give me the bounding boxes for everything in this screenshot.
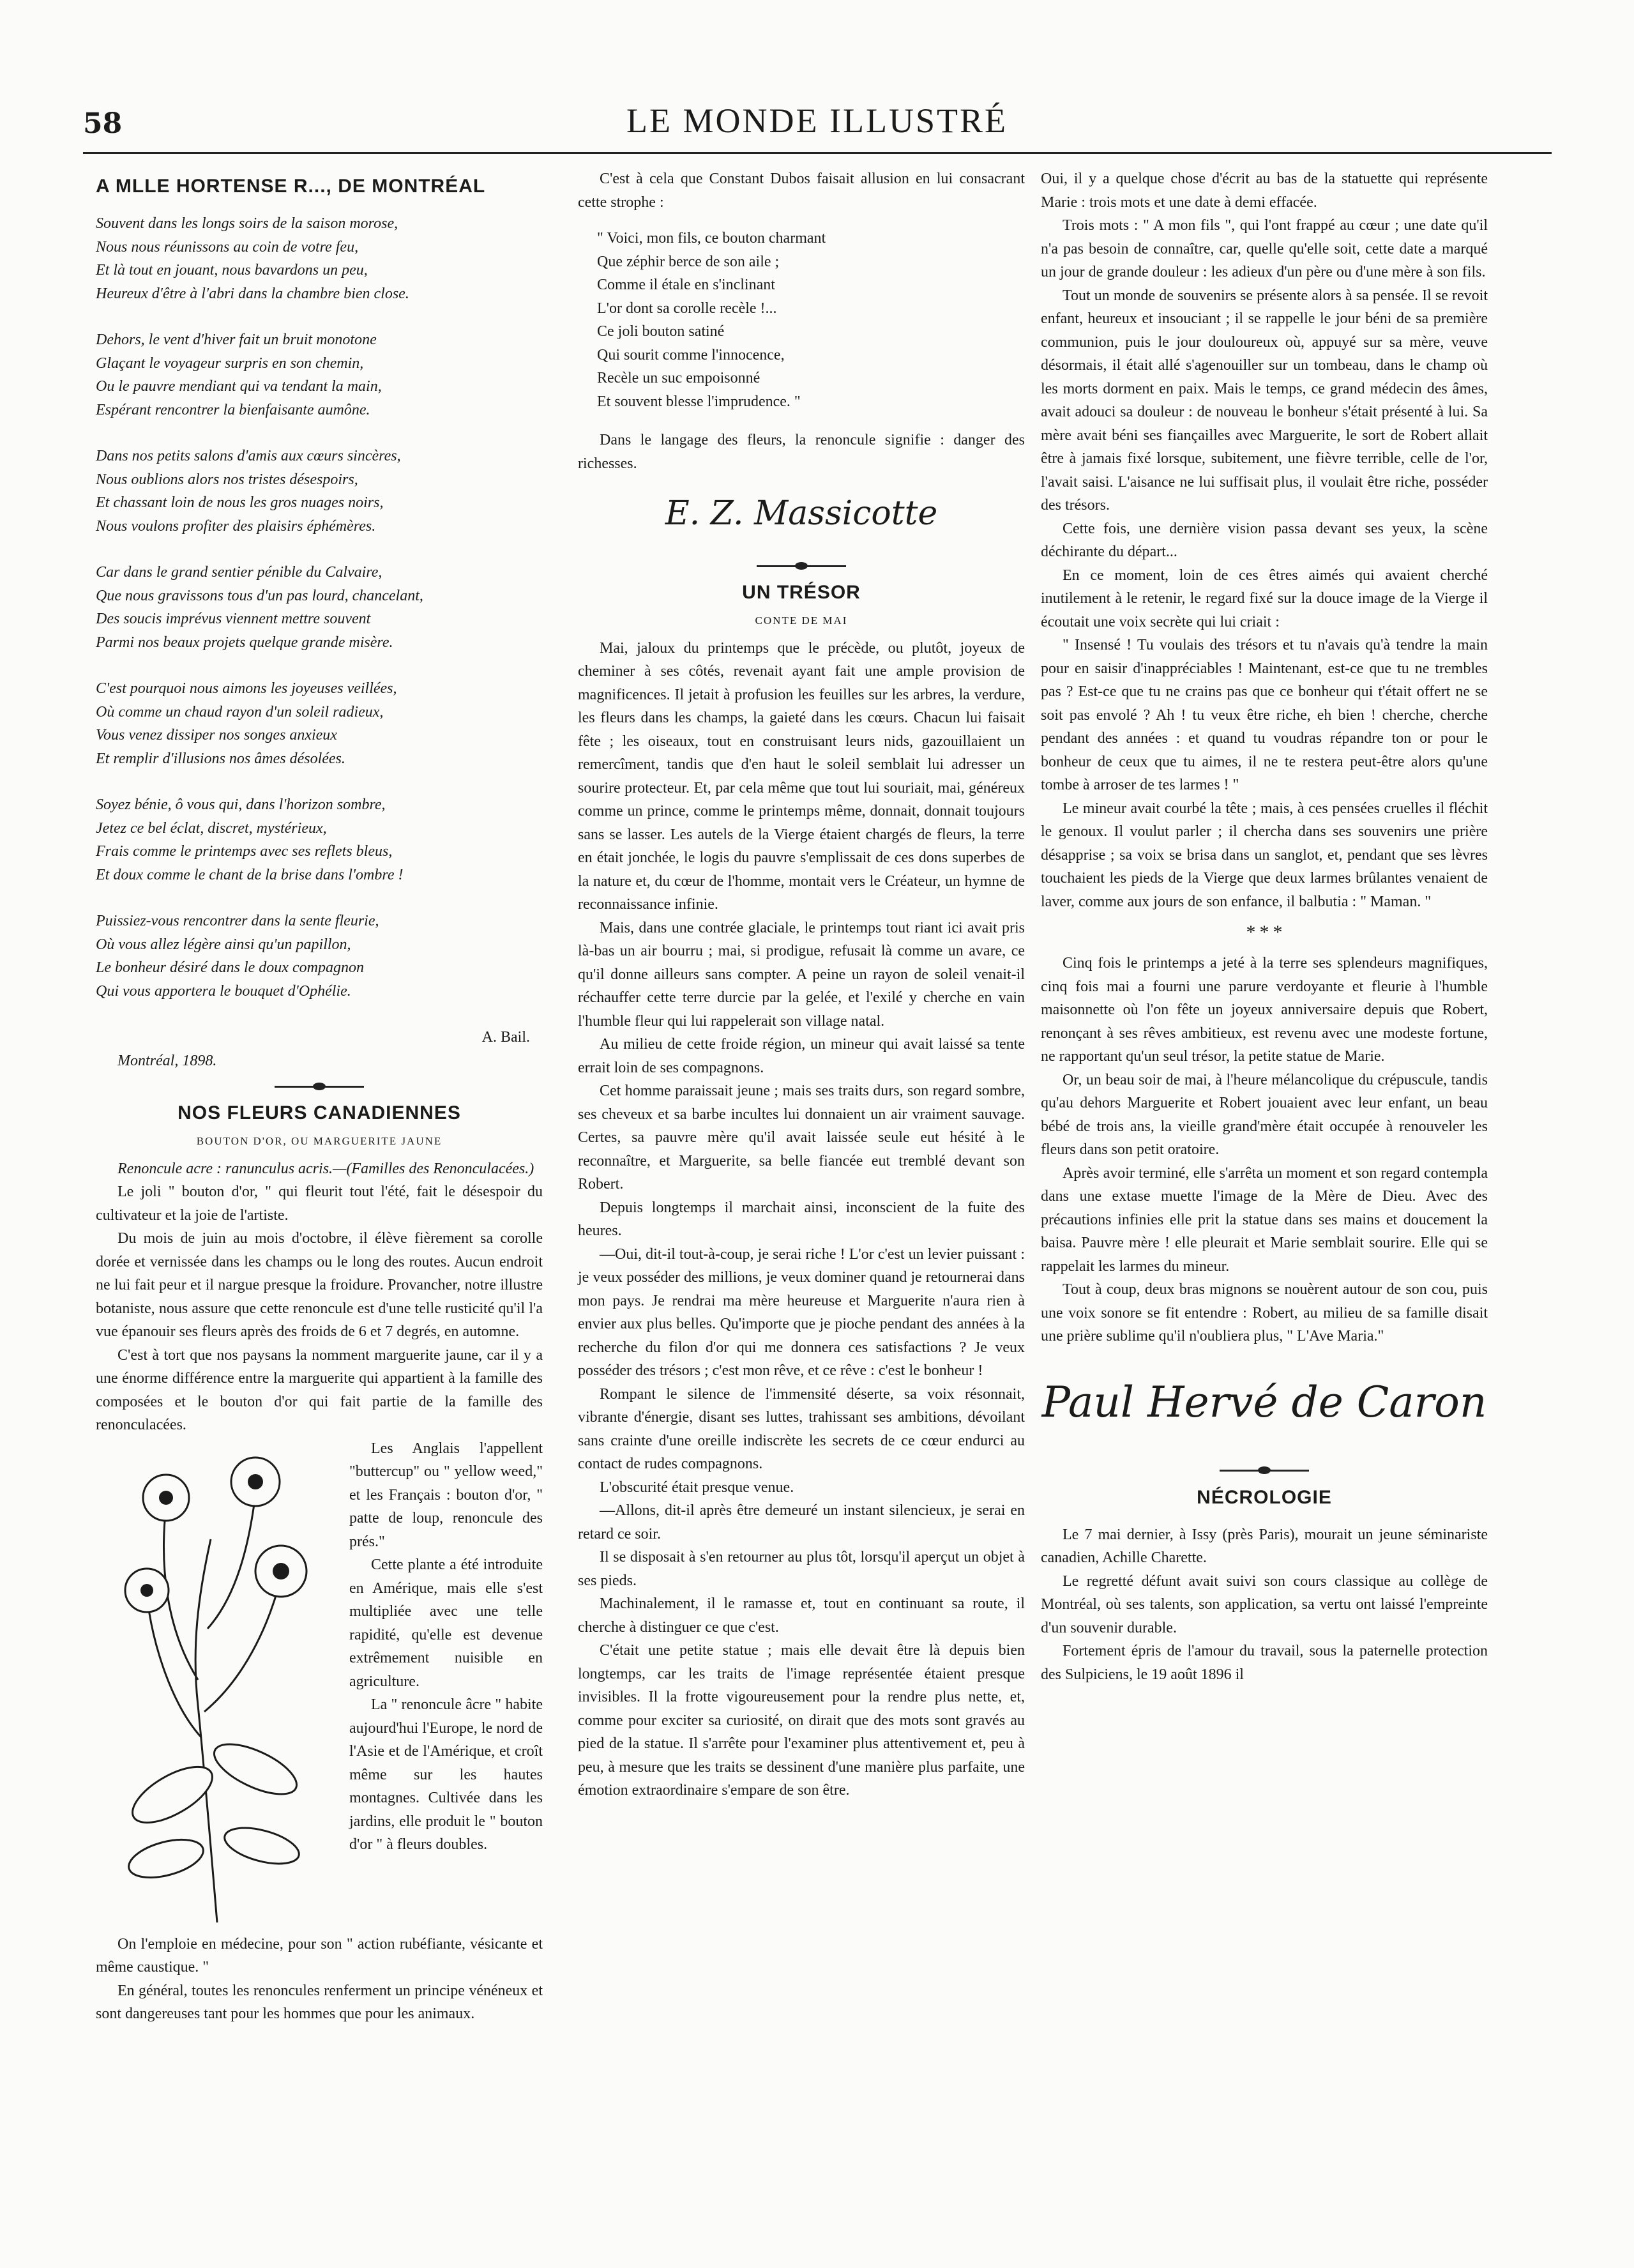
tresor-paragraph: Trois mots : " A mon fils ", qui l'ont frappé au cœur ; une date qu'il n'a pas besoin de connaître, car, quelle qu'elle soit, cette date a marqué un jour de grande douleur : les adieux d'un père ou d'une mère à son fils. — [1041, 217, 1488, 280]
column-3 — [1041, 167, 1488, 1686]
buttercup-illustration — [96, 1437, 342, 1929]
poem-line: Et remplir d'illusions nos âmes désolées. — [96, 750, 345, 767]
tresor-paragraph: Tout à coup, deux bras mignons se nouèrent autour de son cou, puis une voix sonore se fit entendre : Robert, au milieu de sa famille disait une prière sublime qu'il n'oubliera plus, " L'Ave Maria." — [1041, 1281, 1488, 1344]
poem-line: Nous oublions alors nos tristes désespoirs, — [96, 471, 358, 488]
massicotte-signature: E. Z. Massicotte — [665, 494, 938, 533]
tresor-body — [578, 637, 1025, 1802]
poem-line: Parmi nos beaux projets quelque grande misère. — [96, 634, 393, 651]
column-1 — [96, 167, 543, 2026]
poem-body — [96, 212, 543, 1003]
verse-line: Recèle un suc empoisonné — [597, 370, 760, 386]
verse-line: Ce joli bouton satiné — [597, 323, 725, 340]
tresor-paragraph: C'était une petite statue ; mais elle devait être là depuis bien longtemps, car les traits de l'image représentée étaient presque invisibles. Il la frotte vigoureusement pour la rendre plus nette, et, comme pour exciter sa curiosité, on dirait que des mots sont gravés au pied de la statue. Il s'arrête pour l'examiner plus attentivement et, peu à peu, à mesure que les traits se dessinent d'une manière plus parfaite, une émotion extraordinaire s'empare de son être. — [578, 1642, 1025, 1799]
tresor-paragraph: —Allons, dit-il après être demeuré un instant silencieux, je serai en retard ce soir. — [578, 1502, 1025, 1542]
herve-signature: Paul Hervé de Caron — [1041, 1377, 1487, 1427]
poem-stanza — [96, 212, 543, 305]
poem-stanza — [96, 909, 543, 1003]
poem-line: Et chassant loin de nous les gros nuages noirs, — [96, 494, 384, 511]
poem-line: Nous nous réunissons au coin de votre feu, — [96, 238, 359, 255]
poem-line: Jetez ce bel éclat, discret, mystérieux, — [96, 819, 327, 837]
tresor-paragraph: Au milieu de cette froide région, un mineur qui avait laissé sa tente errait loin de ses compagnons. — [578, 1036, 1025, 1076]
necrologie-paragraph: Le 7 mai dernier, à Issy (près Paris), mourait un jeune séminariste canadien, Achille Charette. — [1041, 1526, 1488, 1566]
poem-stanza — [96, 445, 543, 538]
poem-stanza — [96, 561, 543, 654]
verse-line: Que zéphir berce de son aile ; — [597, 253, 780, 270]
poem-line: Des soucis imprévus viennent mettre souvent — [96, 611, 371, 627]
verse-line: Comme il étale en s'inclinant — [597, 277, 775, 293]
tresor-paragraph: Tout un monde de souvenirs se présente alors à sa pensée. Il se revoit enfant, heureux et insouciant ; il se rappelle le jour béni de sa première communion, puis le jour douloureux où, appuyé sur sa mère, veuve désormais, il était allé s'agenouiller sur un tombeau, dans le champ où les morts dorment en paix. Mais le temps, ce grand médecin des âmes, avait adouci sa douleur : de nouveau le bonheur s'était présenté à lui. Sa mère avait béni ses fiançailles avec Marguerite, le sort de Robert allait être à jamais fixé lorsque, subitement, une fièvre terrible, celle de l'or, l'avait saisi. L'aisance ne lui suffisait plus, il voulait être riche, posséder des trésors. — [1041, 287, 1488, 514]
fleurs-paragraph: La " renoncule âcre " habite aujourd'hui l'Europe, le nord de l'Asie et de l'Amérique, et croît même sur les hautes montagnes. Cultivée dans les jardins, elle produit le " bouton d'or " à fleurs doubles. — [349, 1696, 543, 1853]
poem-line: Car dans le grand sentier pénible du Calvaire, — [96, 564, 382, 581]
column-2 — [578, 167, 1025, 1802]
header-rule — [83, 152, 1552, 154]
necrologie-title: NÉCROLOGIE — [1197, 1486, 1332, 1508]
necrologie-paragraph: Le regretté défunt avait suivi son cours classique au collège de Montréal, où ses talents, son application, sa vertu ont laissé l'empreinte d'un souvenir durable. — [1041, 1572, 1488, 1636]
section-stars: * * * — [1246, 922, 1283, 943]
fleurs-paragraph: Du mois de juin au mois d'octobre, il élève fièrement sa corolle dorée et vernissée dans les champs ou le long des routes. Aucun endroit ne lui fait peur et il nargue presque la froidure. Provancher, notre illustre botaniste, nous assure que cette renoncule est d'une telle rusticité qu'il l'a vue épanouir ses fleurs après des froids de 6 et 7 degrés, en automne. — [96, 1230, 543, 1340]
fleurs-paragraph: C'est à cela que Constant Dubos faisait allusion en lui consacrant cette strophe : — [578, 171, 1025, 211]
verse-line: Et souvent blesse l'imprudence. " — [597, 393, 801, 410]
poem-author: A. Bail. — [481, 1029, 530, 1046]
poem-line: Glaçant le voyageur surpris en son chemin, — [96, 354, 364, 372]
fleurs-paragraph: Le joli " bouton d'or, " qui fleurit tout l'été, fait le désespoir du cultivateur et la joie de l'artiste. — [96, 1183, 543, 1224]
verse-line: L'or dont sa corolle recèle !... — [597, 300, 777, 317]
tresor-paragraph: En ce moment, loin de ces êtres aimés qui avaient cherché inutilement à le retenir, le regard fixé sur la douce image de la Vierge il écoutait une voix secrète qui lui criait : — [1041, 567, 1488, 630]
tresor-paragraph: Mais, dans une contrée glaciale, le printemps tout riant ici avait pris là-bas un air bourru ; mai, si prodigue, refusait là comme un avare, ce qu'il donne ailleurs sans compter. A peine un rayon de soleil venait-il réchauffer cette terre durcie par la gelée, et l'exilé y cherche en vain l'humble fleur qui lui rappelerait son village natal. — [578, 919, 1025, 1030]
tresor-paragraph: Rompant le silence de l'immensité déserte, sa voix résonnait, vibrante d'énergie, disant ses luttes, trahissant ses ambitions, dévoilant sans crainte d'une oreille indiscrète les secrets de ce cœur endurci au contact de rudes compagnons. — [578, 1385, 1025, 1472]
poem-line: Souvent dans les longs soirs de la saison morose, — [96, 215, 398, 232]
necrologie-body — [1041, 1523, 1488, 1687]
poem-stanza — [96, 677, 543, 770]
fleurs-paragraph: Cette plante a été introduite en Amérique, mais elle s'est multipliée avec une telle rapidité, qu'elle est devenue extrêmement nuisible en agriculture. — [349, 1556, 543, 1690]
poem-line: Vous venez dissiper nos songes anxieux — [96, 727, 337, 743]
poem-line: Heureux d'être à l'abri dans la chambre bien close. — [96, 285, 409, 302]
tresor-body-continued — [1041, 167, 1488, 913]
tresor-epilogue — [1041, 952, 1488, 1348]
fleurs-paragraph: On l'emploie en médecine, pour son " action rubéfiante, vésicante et même caustique. " — [96, 1935, 543, 1975]
tresor-paragraph: Oui, il y a quelque chose d'écrit au bas de la statuette qui représente Marie : trois mots et une date à demi effacée. — [1041, 171, 1488, 211]
poem-line: Puissiez-vous rencontrer dans la sente fleurie, — [96, 913, 379, 929]
verse-line: " Voici, mon fils, ce bouton charmant — [597, 230, 826, 247]
tresor-paragraph: L'obscurité était presque venue. — [600, 1479, 794, 1496]
poem-place-date: Montréal, 1898. — [117, 1052, 217, 1069]
tresor-paragraph: " Insensé ! Tu voulais des trésors et tu n'avais qu'à tendre la main pour en saisir d'inappréciables ! Maintenant, est-ce que tu ne trembles pas ? Est-ce que tu ne crains pas que ce bonheur qui t'était offert ne se soit pas envolé ? Ah ! tu veux être riche, eh bien ! cherche, cherche pendant des années : et quand tu voudras répandre ton or pour le bonheur de ceux que tu aimes, il ne te restera peut-être alors qu'une tombe à arroser de tes larmes ! " — [1041, 637, 1488, 793]
tresor-paragraph: Cet homme paraissait jeune ; mais ses traits durs, son regard sombre, ses cheveux et sa barbe incultes lui donnaient un air vraiment sauvage. Certes, sa pauvre mère qu'il avait laissée seule eut hésité à le reconnaître, et Marguerite, sa belle fiancée eut tremblé devant son Robert. — [578, 1083, 1025, 1192]
tresor-title: UN TRÉSOR — [742, 582, 861, 603]
necrologie-paragraph: Fortement épris de l'amour du travail, sous la paternelle protection des Sulpiciens, le 19 août 1896 il — [1041, 1643, 1488, 1683]
tresor-paragraph: Après avoir terminé, elle s'arrêta un moment et son regard contempla dans une extase muette l'image de la Mère de Dieu. Avec des précautions infinies elle prit la statue dans ses mains et doucement la baisa. Pauvre mère ! elle pleurait et Marie semblait sourire. Elle qui se rappelait les larmes du mineur. — [1041, 1164, 1488, 1275]
fleurs-paragraph: Dans le langage des fleurs, la renoncule signifie : danger des richesses. — [578, 432, 1025, 472]
poem-line: Espérant rencontrer la bienfaisante aumône. — [96, 401, 370, 418]
poem-line: Où vous allez légère ainsi qu'un papillon, — [96, 936, 351, 953]
fleurs-title: NOS FLEURS CANADIENNES — [178, 1102, 461, 1123]
poem-line: Où comme un chaud rayon d'un soleil radieux, — [96, 703, 384, 720]
poem-line: Qui vous apportera le bouquet d'Ophélie. — [96, 982, 351, 1000]
tresor-paragraph: —Oui, dit-il tout-à-coup, je serai riche ! L'or c'est un levier puissant : je veux posséder des millions, je veux dominer quand je retournerai dans mon pays. Je rendrai ma mère heureuse et Marguerite n'aura rien à envier aux plus belles. Qu'importe que je pioche pendant des années à la recherche du filon d'or qui me donnera ces satisfactions ? Je veux posséder des trésors ; c'est mon rêve, et ce rêve : c'est le bonheur ! — [578, 1245, 1025, 1379]
poem-line: Dans nos petits salons d'amis aux cœurs sincères, — [96, 448, 401, 464]
tresor-paragraph: Cinq fois le printemps a jeté à la terre ses splendeurs magnifiques, cinq fois mai a fourni une parure verdoyante et fleurie à l'humble maisonnette où l'on fête un joyeux anniversaire depuis que Robert, renonçant à ses rêves ambitieux, est revenu avec une modeste fortune, ne rapportant qu'un seul trésor, la petite statue de Marie. — [1041, 955, 1488, 1065]
tresor-paragraph: Machinalement, il le ramasse et, tout en continuant sa route, il cherche à distinguer ce que c'est. — [578, 1595, 1025, 1636]
tresor-paragraph: Depuis longtemps il marchait ainsi, inconscient de la fuite des heures. — [578, 1199, 1025, 1239]
fleurs-latin: Renoncule acre : ranunculus acris.—(Familles des Renonculacées.) — [117, 1160, 534, 1177]
poem-line: Dehors, le vent d'hiver fait un bruit monotone — [96, 331, 377, 348]
tresor-subtitle: CONTE DE MAI — [755, 614, 848, 627]
tresor-paragraph: Il se disposait à s'en retourner au plus tôt, lorsqu'il aperçut un objet à ses pieds. — [578, 1549, 1025, 1589]
poem-line: Le bonheur désiré dans le doux compagnon — [96, 959, 364, 976]
fleurs-subtitle: BOUTON D'OR, OU MARGUERITE JAUNE — [196, 1135, 443, 1147]
fleurs-verse — [597, 227, 1025, 413]
poem-line: Nous voulons profiter des plaisirs éphémères. — [96, 517, 376, 535]
poem-stanza — [96, 328, 543, 422]
fleurs-paragraph: Les Anglais l'appellent "buttercup" ou " yellow weed," et les Français : bouton d'or, " patte de loup, renoncule des prés." — [349, 1440, 543, 1550]
section-divider — [578, 552, 1025, 580]
poem-line: Que nous gravissons tous d'un pas lourd, chancelant, — [96, 587, 423, 604]
poem-line: Et là tout en jouant, nous bavardons un peu, — [96, 262, 368, 278]
section-divider — [1041, 1457, 1488, 1485]
tresor-paragraph: Or, un beau soir de mai, à l'heure mélancolique du crépuscule, tandis qu'au dehors Marguerite et Robert jouaient avec leur enfant, un beau bébé de trois ans, la vieille grand'mère était occupée à renouveler les fleurs dans son petit oratoire. — [1041, 1071, 1488, 1158]
poem-line: Frais comme le printemps avec ses reflets bleus, — [96, 843, 393, 860]
poem-line: Ou le pauvre mendiant qui va tendant la main, — [96, 378, 382, 395]
fleurs-paragraph: En général, toutes les renoncules renferment un principe vénéneux et sont dangereuses tant pour les hommes que pour les animaux. — [96, 1982, 543, 2022]
journal-title: LE MONDE ILLUSTRÉ — [626, 102, 1008, 140]
verse-line: Qui sourit comme l'innocence, — [597, 346, 785, 363]
poem-line: Soyez bénie, ô vous qui, dans l'horizon sombre, — [96, 796, 386, 813]
poem-title: A MLLE HORTENSE R..., DE MONTRÉAL — [96, 176, 486, 197]
poem-stanza — [96, 793, 543, 887]
tresor-paragraph: Cette fois, une dernière vision passa devant ses yeux, la scène déchirante du départ... — [1041, 520, 1488, 560]
fleurs-paragraph: C'est à tort que nos paysans la nomment marguerite jaune, car il y a une énorme différence entre la marguerite qui appartient à la famille des composées et le bouton d'or qui fait partie de la famille des renonculacées. — [96, 1346, 543, 1433]
section-divider — [96, 1072, 543, 1100]
poem-line: Et doux comme le chant de la brise dans l'ombre ! — [96, 866, 404, 883]
tresor-paragraph: Mai, jaloux du printemps que le précède, ou plutôt, joyeux de cheminer à ses côtés, revenait ayant fait une ample provision de magnificences. Il jetait à profusion les feuilles sur les arbres, la verdure, les fleurs dans les champs, la gaieté dans les cœurs. Chacun lui faisait fête ; les oiseaux, tout en construisant leurs nids, gazouillaient un remercîment, tandis que d'en haut le soleil semblait lui adresser un sourire protecteur. Et, par cela même que tout lui souriait, mai, généreux comme un prince, comme le printemps même, donnait, donnait toujours sans se lasser. Les autels de la Vierge étaient chargés de fleurs, la terre en était jonchée, le logis du pauvre s'emplissait de ces dons superbes de la nature et, du cœur de l'homme, montait vers le Créateur, un hymne de reconnaissance infinie. — [578, 639, 1025, 913]
tresor-paragraph: Le mineur avait courbé la tête ; mais, à ces pensées cruelles il fléchit le genoux. Il voulut parler ; il chercha dans ses souvenirs une prière désapprise ; sa voix se brisa dans un sanglot, et, pendant que ses lèvres touchaient les pieds de la Vierge que deux larmes brûlantes venaient de laver, comme aux jours de son enfance, il balbutia : " Maman. " — [1041, 800, 1488, 910]
poem-line: C'est pourquoi nous aimons les joyeuses veillées, — [96, 680, 397, 697]
page-number: 58 — [83, 107, 123, 140]
